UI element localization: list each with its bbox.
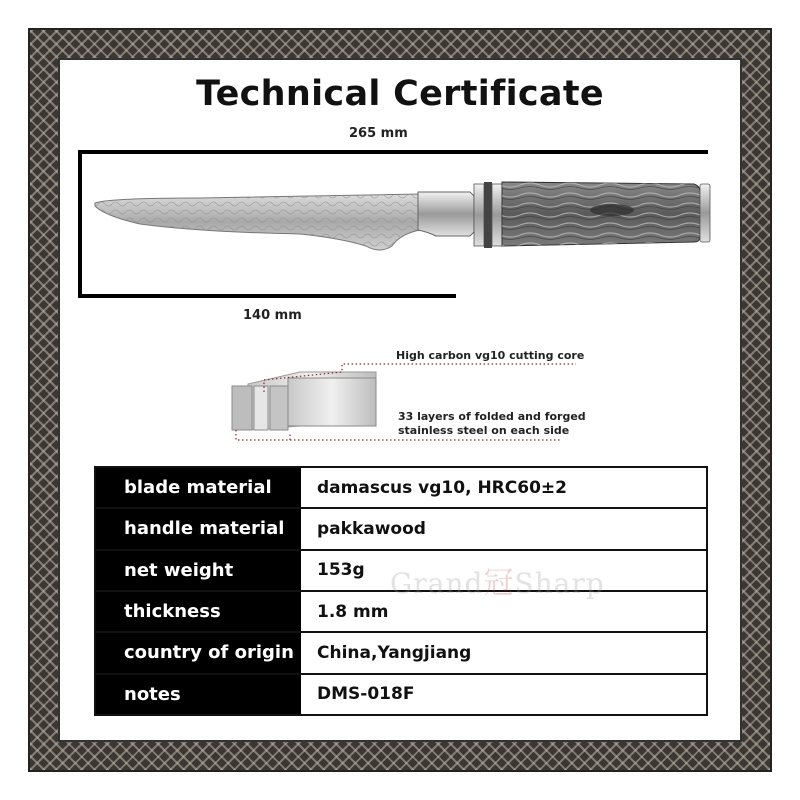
table-row (96, 549, 706, 590)
table-row (96, 631, 706, 672)
spec-value: damascus vg10, HRC60±2 (317, 477, 567, 498)
watermark-right: Sharp (514, 567, 605, 600)
total-length-label: 265 mm (349, 126, 408, 141)
spec-value: 1.8 mm (317, 601, 389, 622)
table-row (96, 507, 706, 548)
core-callout-label: High carbon vg10 cutting core (396, 349, 585, 362)
spec-label: thickness (96, 592, 301, 631)
spec-label: notes (96, 675, 301, 714)
spec-value: DMS-018F (317, 684, 415, 705)
spec-value: pakkawood (317, 518, 426, 539)
spec-label: net weight (96, 551, 301, 590)
table-row (96, 468, 706, 507)
table-row (96, 590, 706, 631)
layers-callout-label-line1: 33 layers of folded and forged (398, 410, 586, 423)
spec-value: China,Yangjiang (317, 642, 472, 663)
table-row (96, 673, 706, 714)
watermark-left: Grand (390, 567, 484, 600)
spec-label: country of origin (96, 633, 301, 672)
spec-label: handle material (96, 509, 301, 548)
watermark-middle: 冠 (483, 566, 515, 601)
spec-label: blade material (96, 468, 301, 507)
spec-value: 153g (317, 560, 365, 581)
layers-callout-label-line2: stainless steel on each side (398, 424, 570, 437)
page-title: Technical Certificate (196, 74, 604, 114)
blade-length-label: 140 mm (243, 308, 302, 323)
specs-table (94, 466, 708, 716)
